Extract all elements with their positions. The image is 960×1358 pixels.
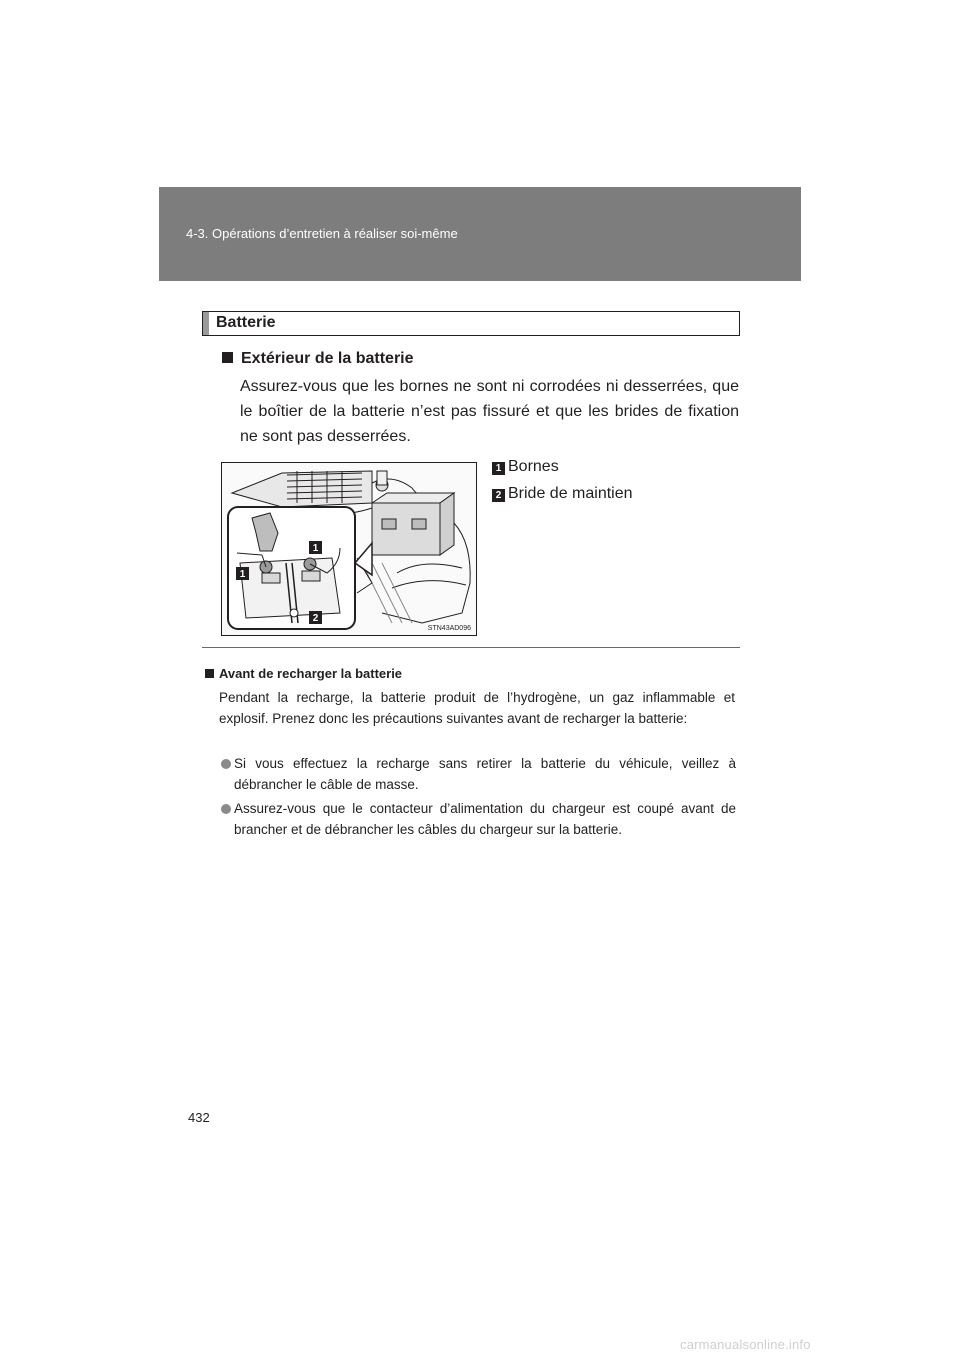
note-bullet bbox=[221, 799, 736, 840]
chapter-title: 4-3. Opérations d’entretien à réaliser soi-même bbox=[186, 226, 458, 241]
section-title-box bbox=[202, 311, 740, 336]
section-title: Batterie bbox=[216, 314, 276, 331]
round-bullet-icon bbox=[221, 804, 231, 814]
battery-illustration bbox=[221, 462, 477, 636]
note-heading bbox=[205, 666, 402, 681]
svg-text:2: 2 bbox=[312, 613, 319, 624]
engine-bay-drawing bbox=[222, 463, 476, 635]
square-bullet-icon bbox=[205, 669, 214, 678]
note-bullet bbox=[221, 754, 736, 795]
chapter-header bbox=[159, 187, 801, 281]
watermark: carmanualsonline.info bbox=[680, 1337, 811, 1352]
note-bullet-text: Si vous effectuez la recharge sans retirer la batterie du véhicule, veillez à débrancher le câble de masse. bbox=[234, 756, 736, 792]
page-number: 432 bbox=[188, 1110, 210, 1125]
legend-item bbox=[492, 485, 633, 503]
callout-2 bbox=[309, 611, 322, 624]
note-heading-text: Avant de recharger la batterie bbox=[219, 666, 403, 681]
round-bullet-icon bbox=[221, 759, 231, 769]
exterior-body: Assurez-vous que les bornes ne sont ni corrodées ni desserrées, que le boîtier de la batterie n’est pas fissuré et que les brides de fixation ne sont pas desserrées. bbox=[240, 378, 739, 445]
divider bbox=[202, 647, 740, 648]
legend-label: Bride de maintien bbox=[508, 485, 633, 502]
square-bullet-icon bbox=[222, 352, 233, 363]
section-title-bar bbox=[203, 312, 209, 335]
legend-label: Bornes bbox=[508, 458, 559, 475]
note-bullet-text: Assurez-vous que le contacteur d’alimentation du chargeur est coupé avant de brancher et de débrancher les câbles du chargeur sur la batterie. bbox=[234, 801, 736, 837]
exterior-heading bbox=[222, 350, 414, 368]
legend-number: 1 bbox=[492, 462, 505, 475]
legend-item bbox=[492, 458, 559, 476]
callout-1-top bbox=[309, 541, 322, 554]
legend-number: 2 bbox=[492, 489, 505, 502]
figure-code: STN43AD096 bbox=[427, 625, 471, 632]
svg-text:1: 1 bbox=[312, 543, 319, 554]
exterior-heading-text: Extérieur de la batterie bbox=[241, 350, 414, 367]
callout-1-left bbox=[236, 567, 249, 580]
svg-text:1: 1 bbox=[239, 569, 246, 580]
note-intro: Pendant la recharge, la batterie produit de l’hydrogène, un gaz inflammable et explosif. Prenez donc les précautions suivantes avant de recharger la batterie: bbox=[219, 690, 735, 726]
